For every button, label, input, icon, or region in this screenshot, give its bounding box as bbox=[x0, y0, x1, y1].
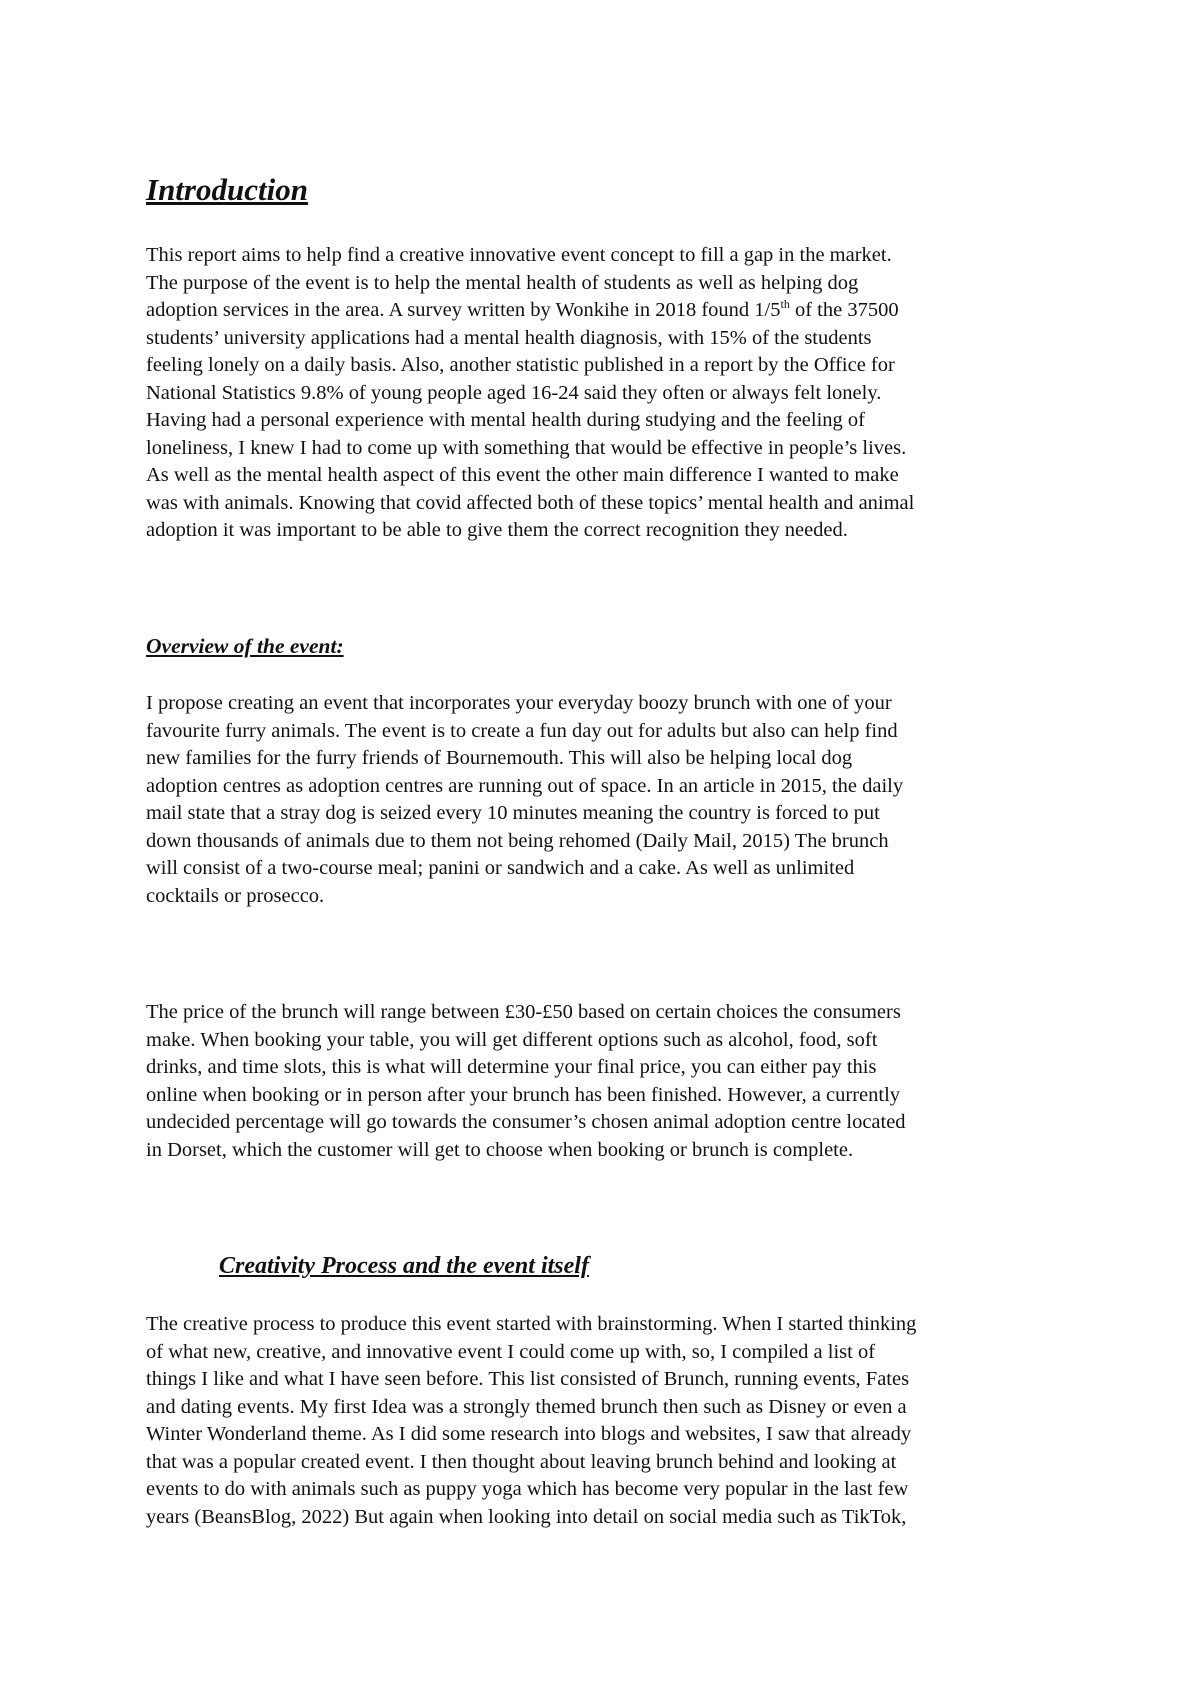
overview-paragraph bbox=[146, 690, 1076, 910]
introduction-paragraph bbox=[146, 242, 1076, 545]
document-page bbox=[146, 0, 1076, 1698]
text-line: years (BeansBlog, 2022) But again when looking into detail on social media such as TikTok, bbox=[146, 1505, 907, 1528]
text-line: online when booking or in person after your brunch has been finished. However, a currently bbox=[146, 1083, 901, 1106]
text-line: Having had a personal experience with mental health during studying and the feeling of bbox=[146, 409, 865, 431]
text-line-segment: of the 37500 bbox=[789, 299, 899, 321]
text-line: feeling lonely on a daily basis. Also, another statistic published in a report by the Office for bbox=[146, 354, 895, 376]
text-line-segment: adoption services in the area. A survey written by Wonkihe in 2018 found 1/5 bbox=[146, 299, 781, 321]
text-line: National Statistics 9.8% of young people aged 16-24 said they often or always felt lonely. bbox=[146, 381, 882, 404]
text-line: things I like and what I have seen before. This list consisted of Brunch, running events, Fates bbox=[146, 1368, 910, 1390]
text-line: drinks, and time slots, this is what will determine your final price, you can either pay this bbox=[146, 1056, 877, 1078]
text-line: was with animals. Knowing that covid affected both of these topics’ mental health and animal bbox=[146, 491, 915, 514]
text-line: events to do with animals such as puppy yoga which has become very popular in the last few bbox=[146, 1478, 909, 1500]
text-line: Winter Wonderland theme. As I did some research into blogs and websites, I saw that already bbox=[146, 1423, 912, 1445]
text-line: undecided percentage will go towards the consumer’s chosen animal adoption centre located bbox=[146, 1111, 906, 1133]
text-line: The purpose of the event is to help the mental health of students as well as helping dog bbox=[146, 271, 859, 294]
text-line: will consist of a two-course meal; panini or sandwich and a cake. As well as unlimited bbox=[146, 857, 855, 879]
text-line: mail state that a stray dog is seized every 10 minutes meaning the country is forced to put bbox=[146, 802, 880, 824]
text-line: loneliness, I knew I had to come up with something that would be effective in people’s lives. bbox=[146, 436, 907, 459]
text-line: down thousands of animals due to them not being rehomed (Daily Mail, 2015) The brunch bbox=[146, 829, 889, 852]
text-line: that was a popular created event. I then thought about leaving brunch behind and looking at bbox=[146, 1450, 897, 1473]
text-line: This report aims to help find a creative innovative event concept to fill a gap in the market. bbox=[146, 244, 892, 266]
text-line: cocktails or prosecco. bbox=[146, 884, 325, 907]
text-line: The price of the brunch will range between £30-£50 based on certain choices the consumers bbox=[146, 1001, 901, 1023]
text-line: new families for the furry friends of Bournemouth. This will also be helping local dog bbox=[146, 747, 853, 769]
creativity-heading: Creativity Process and the event itself bbox=[219, 1253, 589, 1279]
text-line: adoption centres as adoption centres are running out of space. In an article in 2015, the daily bbox=[146, 774, 904, 797]
text-line: favourite furry animals. The event is to create a fun day out for adults but also can help find bbox=[146, 719, 898, 742]
text-line: of what new, creative, and innovative event I could come up with, so, I compiled a list of bbox=[146, 1340, 876, 1363]
text-line: students’ university applications had a mental health diagnosis, with 15% of the students bbox=[146, 326, 872, 349]
text-line: in Dorset, which the customer will get to choose when booking or brunch is complete. bbox=[146, 1138, 854, 1161]
text-line: make. When booking your table, you will get different options such as alcohol, food, soft bbox=[146, 1028, 878, 1051]
pricing-paragraph bbox=[146, 999, 1076, 1164]
ordinal-superscript: th bbox=[780, 297, 790, 312]
text-line: and dating events. My first Idea was a strongly themed brunch then such as Disney or even a bbox=[146, 1395, 907, 1418]
overview-heading: Overview of the event: bbox=[146, 634, 344, 658]
introduction-heading: Introduction bbox=[146, 172, 308, 207]
text-line: The creative process to produce this event started with brainstorming. When I started thinking bbox=[146, 1313, 917, 1335]
text-line bbox=[146, 297, 1076, 325]
text-line: As well as the mental health aspect of this event the other main difference I wanted to make bbox=[146, 464, 899, 486]
text-line: I propose creating an event that incorporates your everyday boozy brunch with one of your bbox=[146, 692, 892, 714]
creativity-paragraph bbox=[146, 1311, 1076, 1531]
text-line: adoption it was important to be able to give them the correct recognition they needed. bbox=[146, 519, 848, 541]
